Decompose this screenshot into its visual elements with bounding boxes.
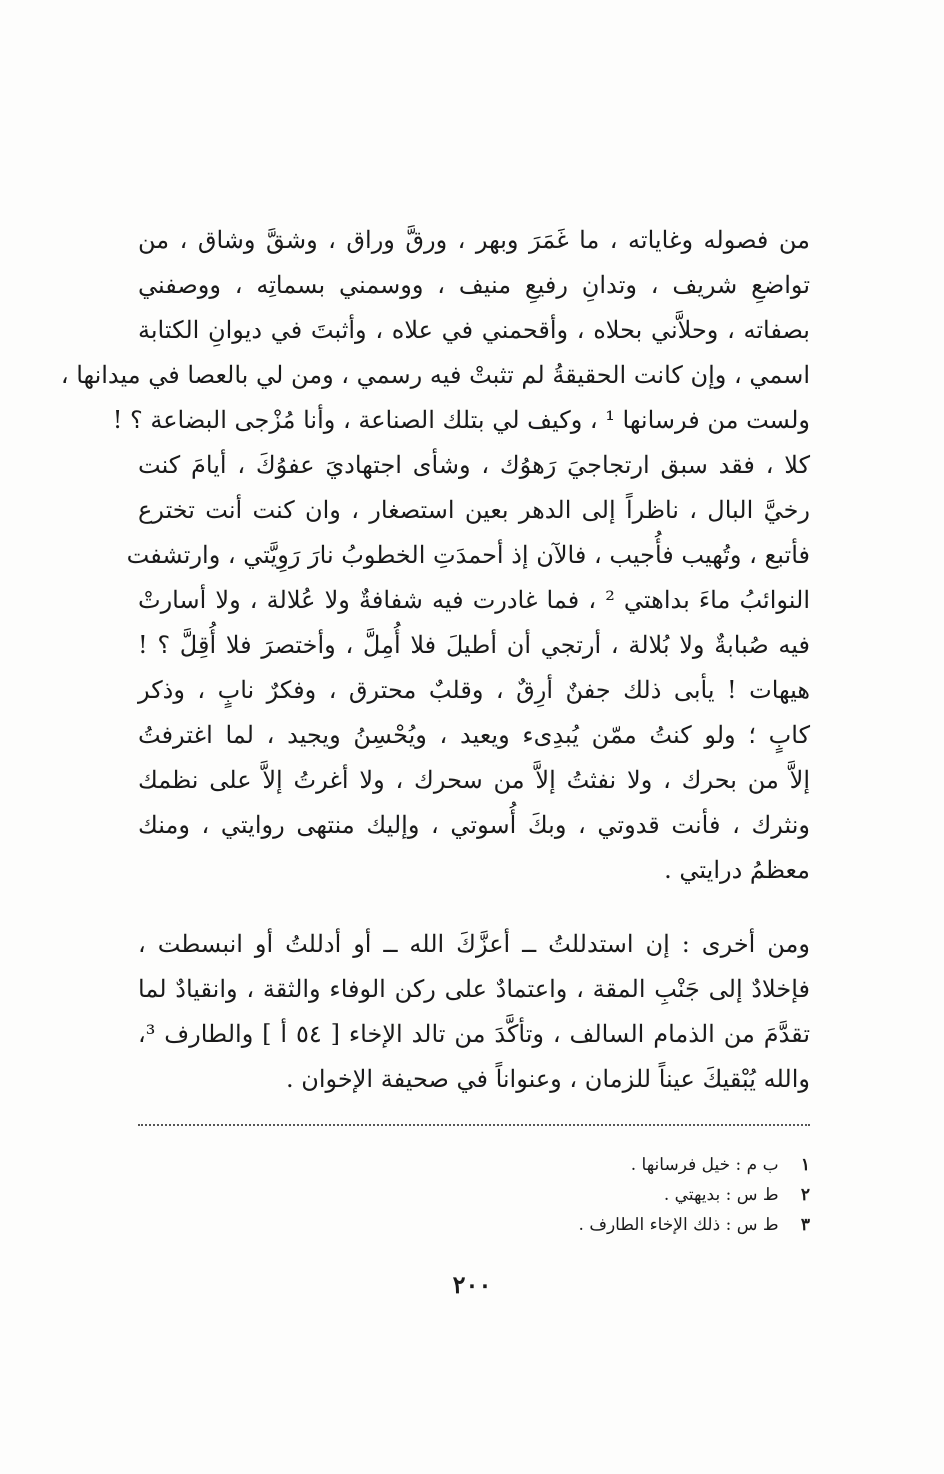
text-line: ولست من فرسانها ¹ ، وكيف لي بتلك الصناعة ، وأنا مُزْجى البضاعة ؟ ! — [112, 406, 810, 434]
footnote-item — [250, 1150, 810, 1180]
text-line: بصفاته ، وحلاَّني بحلاه ، وأقحمني في علاه ، وأثبتَ في ديوانِ الكتابة — [138, 316, 810, 344]
text-line: والله يُبْقيكَ عيناً للزمان ، وعنواناً في صحيفة الإخوان . — [285, 1065, 810, 1093]
text-line: إلاَّ من بحرك ، ولا نفثتُ إلاَّ من سحرك ، ولا أغرتُ إلاَّ على نظمك — [138, 766, 810, 794]
text-line: فإخلادٌ إلى جَنْبِ المقة ، واعتمادٌ على ركن الوفاء والثقة ، وانقيادٌ لما — [138, 975, 810, 1003]
text-line: كابٍ ؛ ولو كنتُ ممّن يُبدِىء ويعيد ، ويُحْسِنُ ويجيد ، لما اغترفتُ — [138, 721, 810, 749]
text-line: تواضعِ شريف ، وتدانِ رفيعِ منيف ، ووسمني بسماتِه ، ووصفني — [138, 271, 810, 299]
text-line: فأتبع ، وتُهيب فأُجيب ، فالآن إذ أحمدَتِ الخطوبُ نارَ رَوِيَّتي ، وارتشفت — [126, 541, 810, 569]
text-line: هيهات ! يأبى ذلك جفنٌ أرِقٌ ، وقلبٌ محترق ، وفكرٌ نابٍ ، وذكر — [138, 676, 810, 704]
text-line: معظمُ درايتي . — [664, 856, 810, 884]
text-line: كلا ، فقد سبق ارتجاجيَ رَهوُك ، وشأى اجتهاديَ عفوُكَ ، أيامَ كنت — [138, 451, 810, 479]
text-line: ومن أخرى : إن استدللتُ ــ أعزَّكَ الله ــ أو أدللتُ أو انبسطت ، — [138, 930, 810, 958]
footnote-divider — [138, 1124, 810, 1126]
text-line: من فصوله وغاياته ، ما غَمَرَ وبهر ، ورقَّ وراق ، وشقَّ وشاق ، من — [138, 226, 811, 254]
text-line: فيه صُبابةٌ ولا بُلالة ، أرتجي أن أطيلَ فلا أُمِلَّ ، وأختصرَ فلا أُقِلَّ ؟ ! — [138, 631, 810, 659]
footnote-text: ط س : بديهتي . — [663, 1185, 779, 1205]
footnote-text: ب م : خيل فرسانها . — [630, 1155, 779, 1175]
text-line: رخيَّ البال ، ناظراً إلى الدهر بعين استصغار ، وان كنت أنت تخترع — [138, 496, 810, 524]
footnote-number: ٢ — [800, 1185, 810, 1205]
text-line: النوائبُ ماءَ بداهتي ² ، فما غادرت فيه شفافةٌ ولا عُلالة ، ولا أسارتْ — [138, 586, 810, 614]
footnotes — [250, 1150, 810, 1240]
footnote-number: ١ — [800, 1155, 810, 1175]
page-number: ٢٠٠ — [452, 1270, 492, 1299]
text-line: اسمي ، وإن كانت الحقيقةُ لم تثبتْ فيه رسمي ، ومن لي بالعصا في ميدانها ، — [60, 361, 810, 389]
footnote-item — [250, 1180, 810, 1210]
footnote-item — [250, 1210, 810, 1240]
body-paragraph-1 — [60, 218, 811, 893]
text-line: تقدَّمَ من الذمام السالف ، وتأكَّدَ من تالد الإخاء [ ٥٤ أ ] والطارف ³، — [138, 1020, 810, 1048]
footnote-text: ط س : ذلك الإخاء الطارف . — [578, 1215, 779, 1235]
body-paragraph-2 — [138, 922, 810, 1102]
footnote-number: ٣ — [800, 1215, 810, 1235]
text-line: ونثرك ، فأنت قدوتي ، وبكَ أُسوتي ، وإليك منتهى روايتي ، ومنك — [138, 811, 810, 839]
